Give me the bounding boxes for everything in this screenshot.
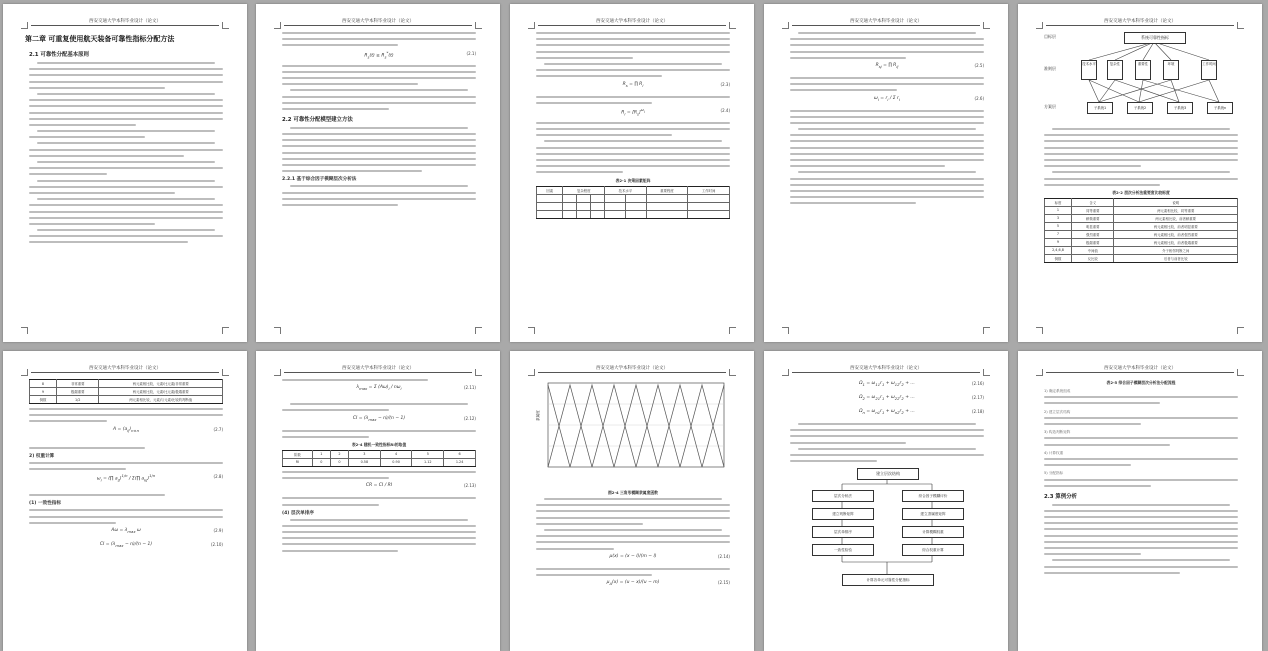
subsystem-node: 子系统2 bbox=[1127, 102, 1153, 114]
flow-node: 建立判断矩阵 bbox=[812, 508, 874, 520]
flow-node: 一致性检验 bbox=[812, 544, 874, 556]
table-row: 倒数 反比较 后者与前者比较 bbox=[1045, 254, 1238, 262]
equation: $\lambda_{max} = \Sigma$ $(A\omega)_i / n\omega_i$ (2.11) bbox=[356, 385, 476, 392]
paragraph-block bbox=[536, 122, 730, 174]
subsystem-node: 子系统n bbox=[1207, 102, 1233, 114]
paragraph-block bbox=[1044, 396, 1238, 404]
criterion-node: 重要性 bbox=[1135, 60, 1151, 80]
table-row: 3 稍微重要 两元素相比较，前者稍重要 bbox=[1045, 214, 1238, 222]
table-row: 1 同等重要 两元素相比较，同等重要 bbox=[1045, 206, 1238, 214]
step-item: 4) 计算权重 bbox=[1044, 450, 1064, 455]
document-page-1 bbox=[3, 4, 247, 342]
criterion-node: 工作时间 bbox=[1201, 60, 1217, 80]
paragraph-block bbox=[790, 77, 984, 91]
page-header: 西安交通大学本科毕业设计（论文） bbox=[538, 18, 726, 26]
equation: $R_s$ = ∏ $R_i$ (2.3) bbox=[622, 81, 730, 88]
paragraph-block bbox=[790, 110, 984, 205]
paragraph-block bbox=[1044, 128, 1238, 186]
page-header: 西安交通大学本科毕业设计（论文） bbox=[792, 365, 980, 373]
subsection-heading: 2.2.1 基于综合因子模糊层次分析法 bbox=[282, 177, 357, 183]
paragraph-block bbox=[282, 379, 476, 381]
criterion-node: 技术水平 bbox=[1081, 60, 1097, 80]
document-page-6 bbox=[3, 351, 247, 651]
equation: $R_s(t) \ge R_s^*(t)$ (2.1) bbox=[364, 50, 476, 59]
equation-number: (2.17) bbox=[971, 395, 984, 400]
equation: CR = CI / RI (2.13) bbox=[365, 483, 476, 489]
page-header: 西安交通大学本科毕业设计（论文） bbox=[1046, 18, 1234, 26]
document-page-2 bbox=[256, 4, 500, 342]
level-label: 方案层 bbox=[1044, 104, 1056, 109]
equation-number: (2.8) bbox=[213, 474, 223, 480]
page-header: 西安交通大学本科毕业设计（论文） bbox=[792, 18, 980, 26]
flowchart bbox=[790, 466, 984, 596]
document-page-3 bbox=[510, 4, 754, 342]
subsection-heading: (1) 一致性指标 bbox=[29, 501, 61, 507]
flow-node: 层次单排序 bbox=[812, 526, 874, 538]
level-label: 准则层 bbox=[1044, 66, 1056, 71]
criterion-node: 环境 bbox=[1163, 60, 1179, 80]
paragraph-block bbox=[1044, 504, 1238, 574]
paragraph-block bbox=[282, 185, 476, 206]
table-caption: 表2-4 随机一致性指标RI的取值 bbox=[351, 441, 407, 447]
decision-factor-table: 因素 复杂程度 技术水平 重要程度 工作时间 bbox=[536, 186, 730, 219]
document-page-10 bbox=[1018, 351, 1262, 651]
flow-node: 建立层次结构 bbox=[857, 468, 919, 480]
paragraph-block bbox=[1044, 417, 1238, 425]
chapter-title: 第二章 可重复使用航天装备可靠性指标分配方法 bbox=[25, 35, 175, 43]
membership-function-plot bbox=[536, 377, 730, 481]
flow-node: 综合权重计算 bbox=[902, 544, 964, 556]
paragraph-block bbox=[282, 519, 476, 552]
equation: CI = $(\lambda_{max} - n)/(n - 1)$ (2.12) bbox=[352, 415, 476, 422]
equation-number: (2.13) bbox=[463, 483, 476, 489]
paragraph-block bbox=[536, 568, 730, 576]
equation-number: (2.10) bbox=[210, 541, 223, 547]
paragraph-block bbox=[536, 32, 730, 77]
equation-number: (2.3) bbox=[720, 81, 730, 87]
hierarchy-diagram bbox=[1044, 28, 1238, 124]
page-header: 西安交通大学本科毕业设计（论文） bbox=[31, 365, 219, 373]
equation-number: (2.18) bbox=[971, 409, 984, 414]
flow-node: 建立隶属度矩阵 bbox=[902, 508, 964, 520]
equation-number: (2.1) bbox=[466, 50, 476, 56]
document-page-8 bbox=[510, 351, 754, 651]
equation-number: (2.12) bbox=[463, 415, 476, 421]
table-caption: 表2-2 层次分析法重要度比较标度 bbox=[1112, 189, 1170, 195]
paragraph-block bbox=[790, 32, 984, 59]
equation-number: (2.4) bbox=[720, 107, 730, 113]
equation: CI = $(\lambda_{max} - n)/(n - 1)$ (2.10) bbox=[99, 541, 223, 548]
page-header: 西安交通大学本科毕业设计（论文） bbox=[538, 365, 726, 373]
paragraph-block bbox=[282, 403, 476, 411]
equation-number: (2.5) bbox=[974, 62, 984, 68]
equation: $\Omega_n = \omega_{n1}r_1 + \omega_{n2}r_2$ + … (2.18) bbox=[859, 409, 984, 415]
paragraph-block bbox=[29, 494, 223, 496]
paragraph-block bbox=[790, 423, 984, 462]
equation: $\omega_i = r_i / \Sigma$ $r_i$ (2.6) bbox=[874, 95, 984, 102]
document-page-7 bbox=[256, 351, 500, 651]
step-item: 5) 分配指标 bbox=[1044, 471, 1064, 476]
equation-number: (2.6) bbox=[974, 95, 984, 101]
table-caption: 表2-5 综合因子模糊层次分析法分配流程 bbox=[1106, 380, 1176, 385]
paragraph-block bbox=[282, 127, 476, 172]
flow-node: 计算模糊权重 bbox=[902, 526, 964, 538]
table-row: 5 明显重要 两元素相比较，前者明显重要 bbox=[1045, 222, 1238, 230]
step-item: 3) 构造判断矩阵 bbox=[1044, 430, 1071, 435]
subsystem-node: 子系统1 bbox=[1087, 102, 1113, 114]
y-axis-label: 隶属度 bbox=[536, 410, 540, 421]
importance-scale-table: 标度 含义 说明 1 同等重要 两元素相比较，同等重要 3 稍微重要 两元素相比较，前者稍重要 5 明显重要 两元素相比较，前者明显重要 7 强烈重要 两元素相比较，前者强烈重要 9 极端重要 两元素相比较，前者极端重要 2,4,6,8 中间值 介于相邻判断之间 倒数 反比较 后者与前者比较 bbox=[1044, 198, 1238, 263]
criterion-node: 复杂性 bbox=[1107, 60, 1123, 80]
equation: $\Omega_2 = \omega_{21}r_1 + \omega_{22}r_2$ + … (2.17) bbox=[859, 395, 984, 401]
paragraph-block bbox=[29, 462, 223, 470]
flow-node: 综合因子模糊评价 bbox=[902, 490, 964, 502]
page-header: 西安交通大学本科毕业设计（论文） bbox=[1046, 365, 1234, 373]
table-row: 9 极端重要 两元素相比较，前者极端重要 bbox=[1045, 238, 1238, 246]
equation-number: (2.7) bbox=[213, 426, 223, 432]
document-page-5 bbox=[1018, 4, 1262, 342]
equation: $\omega_i$ = (∏ $a_{ij})^{1/n}$ / Σ(∏ $a_{kj})^{1/n}$ (2.8) bbox=[96, 474, 223, 483]
paragraph-block bbox=[29, 447, 223, 449]
paragraph-block bbox=[282, 32, 476, 46]
subsection-heading: 2) 权重计算 bbox=[29, 453, 55, 459]
scale-table-continued bbox=[29, 379, 223, 404]
table-row: 7 强烈重要 两元素相比较，前者强烈重要 bbox=[1045, 230, 1238, 238]
paragraph-block bbox=[536, 498, 730, 550]
equation: $A\omega = \lambda_{max}$ ω (2.9) bbox=[111, 527, 223, 534]
paragraph-block bbox=[282, 65, 476, 110]
paragraph-block bbox=[282, 497, 476, 505]
flow-node: 层次分析法 bbox=[812, 490, 874, 502]
table-caption: 表2-1 决策因素矩阵 bbox=[615, 177, 651, 183]
paragraph-block bbox=[29, 408, 223, 422]
equation: $R_i = [R_s]^{\omega_i}$ (2.4) bbox=[621, 107, 730, 117]
paragraph-block bbox=[282, 471, 476, 479]
goal-node: 系统可靠性指标 bbox=[1124, 32, 1186, 44]
paragraph-block bbox=[29, 62, 223, 243]
section-heading: 2.3 算例分析 bbox=[1044, 493, 1077, 500]
table-row: 倒数 1/2 两元素相比较，元素j与元素i比较的判断值 bbox=[30, 396, 223, 404]
figure-caption: 图2-4 三角形模糊隶属度函数 bbox=[608, 490, 658, 495]
equation: μ(x) = (x − l)/(m − l) (2.14) bbox=[609, 553, 730, 559]
equation: $R_{sj}$ = ∏ $R_{ij}$ (2.5) bbox=[875, 62, 984, 69]
equation-number: (2.14) bbox=[717, 553, 730, 559]
page-header: 西安交通大学本科毕业设计（论文） bbox=[284, 365, 472, 373]
subsystem-node: 子系统3 bbox=[1167, 102, 1193, 114]
membership-chart bbox=[536, 377, 730, 487]
equation: $A = (a_{ij})_{n\times n}$ (2.7) bbox=[113, 426, 223, 433]
document-page-9 bbox=[764, 351, 1008, 651]
equation: $\mu_A(x) = (u - x)/(u - m)$ (2.15) bbox=[606, 580, 730, 586]
equation-number: (2.15) bbox=[717, 580, 730, 586]
equation-number: (2.9) bbox=[213, 527, 223, 533]
ri-table: 阶数 1 2 3 4 5 6 RI 0 0 0.58 0.90 1.12 1.24 bbox=[282, 450, 476, 467]
table-row: 2,4,6,8 中间值 介于相邻判断之间 bbox=[1045, 246, 1238, 254]
paragraph-block bbox=[1044, 479, 1238, 487]
paragraph-block bbox=[536, 96, 730, 104]
page-header: 西安交通大学本科毕业设计（论文） bbox=[31, 18, 219, 26]
subsection-heading: (4) 层次单排序 bbox=[282, 510, 314, 516]
paragraph-block bbox=[1044, 458, 1238, 466]
equation-number: (2.11) bbox=[463, 385, 476, 391]
equation: $\Omega_1 = \omega_{11}r_1 + \omega_{12}r_2$ + … (2.16) bbox=[859, 381, 984, 387]
step-item: 2) 建立层次结构 bbox=[1044, 409, 1071, 414]
section-heading: 2.2 可靠性分配模型建立方法 bbox=[282, 116, 353, 123]
paragraph-block bbox=[1044, 437, 1238, 445]
paragraph-block bbox=[282, 430, 476, 438]
table-row: 8 非常重要 两元素相比较，元素i比元素j非常重要 bbox=[30, 380, 223, 388]
document-page-4 bbox=[764, 4, 1008, 342]
flow-node: 计算各单元可靠性分配指标 bbox=[842, 574, 934, 586]
page-header: 西安交通大学本科毕业设计（论文） bbox=[284, 18, 472, 26]
step-item: 1) 确定系统组成 bbox=[1044, 389, 1071, 393]
equation-number: (2.16) bbox=[971, 381, 984, 386]
table-row: 9 极端重要 两元素相比较，元素i比元素j极端重要 bbox=[30, 388, 223, 396]
paragraph-block bbox=[29, 509, 223, 523]
section-heading: 2.1 可靠性分配基本原则 bbox=[29, 52, 89, 58]
level-label: 目标层 bbox=[1044, 34, 1056, 39]
